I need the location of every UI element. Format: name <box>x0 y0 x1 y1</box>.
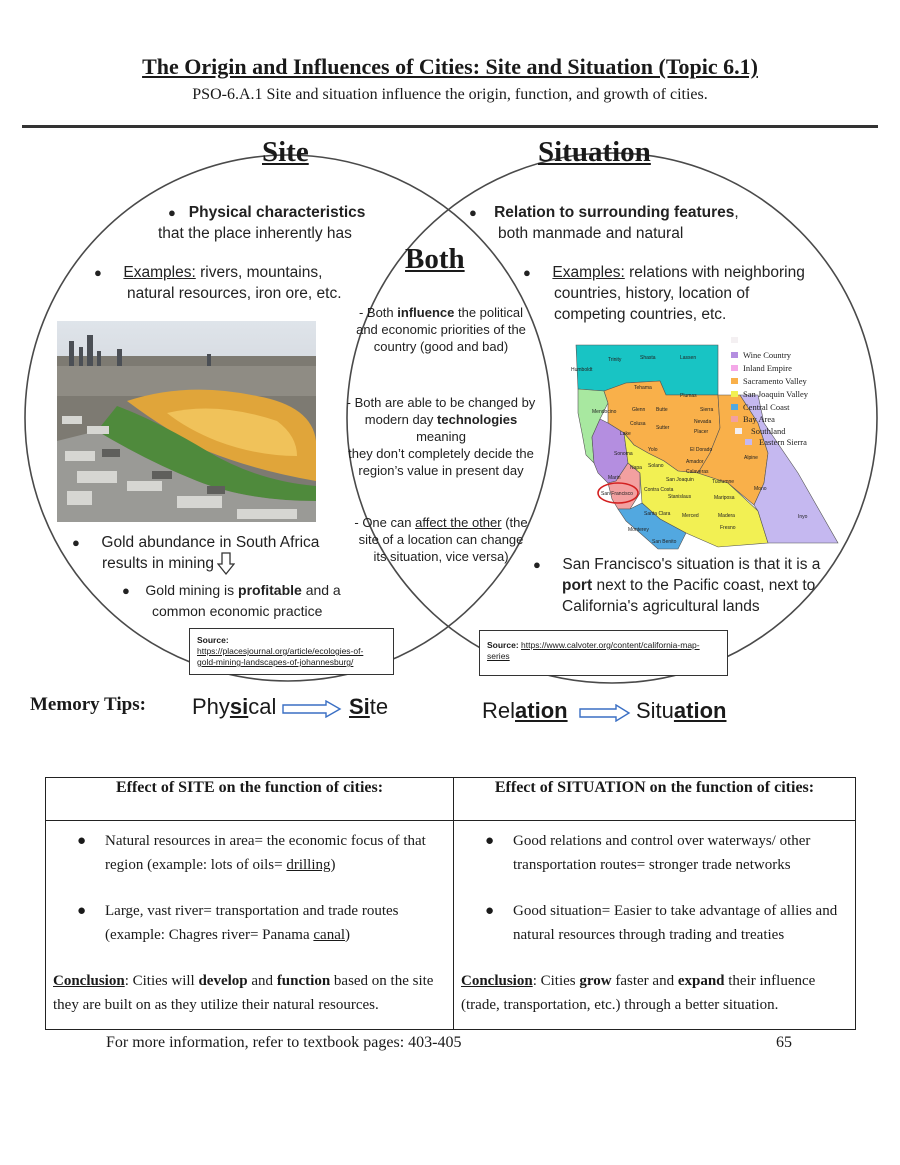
memory-tips-label: Memory Tips: <box>30 694 146 715</box>
list-item: ● Natural resources in area= the economic focus of that region (example: lots of oils= drilling) <box>53 829 446 877</box>
svg-text:Glenn: Glenn <box>632 407 646 413</box>
situation-source-box: Source: https://www.calvoter.org/content/california-map-series <box>479 630 728 676</box>
down-arrow-icon <box>217 552 235 576</box>
svg-text:Calaveras: Calaveras <box>686 469 709 475</box>
svg-text:Lake: Lake <box>620 431 631 437</box>
svg-text:El Dorado: El Dorado <box>690 447 713 453</box>
page-subtitle: PSO-6.A.1 Site and situation influence the origin, function, and growth of cities. <box>192 86 708 103</box>
bullet-icon: ● <box>94 265 102 280</box>
svg-text:Tehama: Tehama <box>634 385 652 391</box>
footer-note: For more information, refer to textbook pages: 403-405 <box>106 1034 462 1051</box>
svg-text:Shasta: Shasta <box>640 355 656 361</box>
site-point-physical: ● Physical characteristics that the place inherently has <box>158 204 366 242</box>
site-conclusion: Conclusion: Cities will develop and function based on the site they are built on as they utilize their natural resources. <box>53 973 434 1013</box>
svg-text:Nevada: Nevada <box>694 419 712 425</box>
memory-situation: Situation <box>636 698 727 723</box>
svg-text:Madera: Madera <box>718 513 735 519</box>
svg-text:Solano: Solano <box>648 463 664 469</box>
svg-text:Santa Clara: Santa Clara <box>644 511 671 517</box>
site-source-link[interactable]: https://placesjournal.org/article/ecologies-of- <box>197 646 364 656</box>
list-item: ● Good situation= Easier to take advantage of allies and natural resources through trading and treaties <box>461 899 848 947</box>
svg-text:Sacramento Valley: Sacramento Valley <box>743 376 807 386</box>
svg-text:Inland Empire: Inland Empire <box>743 363 792 373</box>
svg-text:Marin: Marin <box>608 475 621 481</box>
bullet-icon: ● <box>168 205 176 220</box>
situation-effect-header: Effect of SITUATION on the function of cities: <box>454 778 856 821</box>
svg-text:Fresno: Fresno <box>720 525 736 531</box>
memory-physical: Physical <box>192 694 277 719</box>
svg-text:Monterey: Monterey <box>628 527 649 533</box>
site-point-gold: ● Gold abundance in South Africa results in mining <box>72 534 320 572</box>
svg-text:Merced: Merced <box>682 513 699 519</box>
svg-text:Sierra: Sierra <box>700 407 714 413</box>
situation-point-relation: ● Relation to surrounding features, both manmade and natural <box>469 204 739 242</box>
page-title: The Origin and Influences of Cities: Site and Situation (Topic 6.1) <box>142 54 758 79</box>
site-source-box: Source: https://placesjournal.org/article/ecologies-of- gold-mining-landscapes-of-johannesburg/ <box>189 628 394 675</box>
svg-text:Mono: Mono <box>754 486 767 492</box>
site-point-examples: ● Examples: rivers, mountains, natural resources, iron ore, etc. <box>94 264 342 302</box>
page-number: 65 <box>776 1034 792 1051</box>
situation-point-examples: ● Examples: relations with neighboring countries, history, location of competing countries, etc. <box>523 264 805 323</box>
both-point-technologies: - Both are able to be changed by modern day technologies meaning they don’t completely decide the region’s value in present day <box>346 395 536 478</box>
both-heading: Both <box>405 243 465 275</box>
bullet-icon: ● <box>533 557 541 572</box>
bullet-icon: ● <box>485 833 495 849</box>
svg-text:Bay Area: Bay Area <box>743 414 775 424</box>
situation-source-link[interactable]: https://www.calvoter.org/content/california-map-series <box>487 640 700 661</box>
svg-text:Wine Country: Wine Country <box>743 350 792 360</box>
svg-text:Central Coast: Central Coast <box>743 402 790 412</box>
svg-text:San Benito: San Benito <box>652 539 677 545</box>
both-point-affect: - One can affect the other (the site of a location can change its situation, vice versa) <box>354 515 528 564</box>
situation-point-san-francisco: ● San Francisco's situation is that it is a port next to the Pacific coast, next to California's agricultural lands <box>533 556 821 615</box>
bullet-icon: ● <box>485 903 495 919</box>
svg-text:Southland: Southland <box>751 426 786 436</box>
memory-relation: Relation <box>482 698 568 723</box>
svg-text:San Joaquin: San Joaquin <box>666 477 694 483</box>
svg-text:Contra Costa: Contra Costa <box>644 487 674 493</box>
svg-text:Trinity: Trinity <box>608 357 622 363</box>
svg-text:Stanislaus: Stanislaus <box>668 494 692 500</box>
bullet-icon: ● <box>72 535 80 550</box>
effects-table <box>45 777 856 1030</box>
list-item: ● Good relations and control over waterways/ other transportation routes= stronger trade networks <box>461 829 848 877</box>
svg-text:Colusa: Colusa <box>630 421 646 427</box>
situation-heading: Situation <box>538 136 651 168</box>
site-effect-header: Effect of SITE on the function of cities: <box>46 778 454 821</box>
situation-effect-cell <box>454 821 856 1030</box>
svg-text:San Joaquin Valley: San Joaquin Valley <box>743 389 809 399</box>
svg-text:Humboldt: Humboldt <box>571 367 593 373</box>
svg-text:Sutter: Sutter <box>656 425 670 431</box>
site-heading: Site <box>262 136 309 168</box>
list-item: ● Large, vast river= transportation and trade routes (example: Chagres river= Panama canal) <box>53 899 446 947</box>
svg-text:Butte: Butte <box>656 407 668 413</box>
svg-text:Inyo: Inyo <box>798 514 808 520</box>
svg-text:Yolo: Yolo <box>648 447 658 453</box>
svg-text:Mariposa: Mariposa <box>714 495 735 501</box>
svg-text:Alpine: Alpine <box>744 455 758 461</box>
memory-site: Site <box>349 694 389 719</box>
svg-text:Lassen: Lassen <box>680 355 697 361</box>
svg-text:San Francisco: San Francisco <box>601 491 633 497</box>
svg-text:Placer: Placer <box>694 429 709 435</box>
svg-text:Napa: Napa <box>630 465 642 471</box>
gold-mine-photo <box>57 321 316 522</box>
site-subpoint-profitable: ● Gold mining is profitable and a common economic practice <box>122 582 341 619</box>
california-map <box>568 333 842 553</box>
bullet-icon: ● <box>122 583 130 598</box>
bullet-icon: ● <box>523 265 531 280</box>
bullet-icon: ● <box>77 903 87 919</box>
svg-text:Sonoma: Sonoma <box>614 451 633 457</box>
svg-text:Eastern Sierra: Eastern Sierra <box>759 437 807 447</box>
svg-text:Mendocino: Mendocino <box>592 409 617 415</box>
right-arrow-icon <box>579 704 631 722</box>
svg-text:Amador: Amador <box>686 459 704 465</box>
bullet-icon: ● <box>469 205 477 220</box>
situation-conclusion: Conclusion: Cities grow faster and expand their influence (trade, transportation, etc.) through a better situation. <box>461 973 816 1013</box>
right-arrow-icon <box>282 700 342 718</box>
svg-text:Plumas: Plumas <box>680 393 697 399</box>
svg-text:Tuolumne: Tuolumne <box>712 479 735 485</box>
bullet-icon: ● <box>77 833 87 849</box>
site-effect-cell <box>46 821 454 1030</box>
both-point-influence: - Both influence the political and economic priorities of the country (good and bad) <box>356 305 526 354</box>
